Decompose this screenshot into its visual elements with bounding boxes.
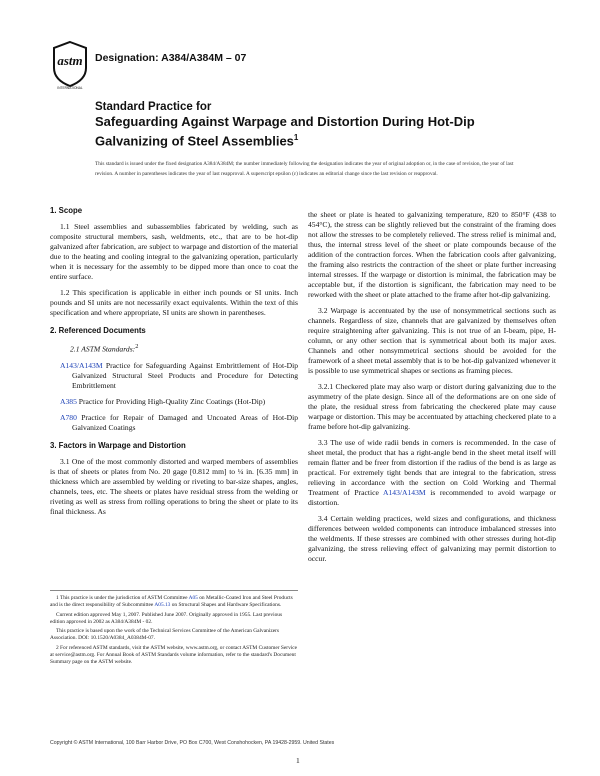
footnote-2: 2 For referenced ASTM standards, visit the ASTM website, www.astm.org, or contact ASTM Customer Service at service@astm.org. For Annual Book of ASTM Standards volume information, refer to the standard's Document Summary page on the ASTM website. xyxy=(50,644,298,666)
section-heading-factors: 3. Factors in Warpage and Distortion xyxy=(50,440,186,450)
para-2-1: 2.1 ASTM Standards:$^2$ xyxy=(70,343,139,354)
ref-a385: A385 Practice for Providing High-Quality Zinc Coatings (Hot-Dip) xyxy=(60,396,266,406)
para-1-1: 1.1 Steel assemblies and subassemblies fabricated by welding, such as composite structural members, sash, weldments, etc., that are to be hot-dip galvanized after fabrication, are subject to warpage and distortion of the material due to the heating and cooling integral to the galvanizing operation, particularly when it is necessary for the assembly to be dipped more than once to coat the entire surface. xyxy=(50,222,298,281)
designation: Designation: A384/A384M – 07 xyxy=(95,52,247,64)
ref-a143: A143/A143M Practice for Safeguarding Against Embrittlement of Hot-Dip Galvanized Structural Steel Products and Procedure for Detecting Embrittlement xyxy=(60,360,298,390)
title-line1: Standard Practice for xyxy=(95,101,212,113)
para-3-4: 3.4 Certain welding practices, weld sizes and configurations, and thickness differences between welded components can introduce imbalanced stresses into the weldments. If these stresses are combined with other stresses during hot-dip galvanizing, the stress relieving effect of galvanizing may permit distortion to occur. xyxy=(308,514,556,563)
section-heading-references: 2. Referenced Documents xyxy=(50,326,146,335)
ref-link-a385[interactable]: A385 xyxy=(60,396,77,406)
left-column xyxy=(50,206,298,523)
para-3-1-continued: the sheet or plate is heated to galvanizing temperature, 820 to 850°F (438 to 454°C), the stress can be slightly relieved but the constraint of the framing does not allow the stresses to be completely relieved. The stress relief is minimal and, thus, the internal stress level of the sheet or plate compounds because of the addition of the contraction forces. When the fabrication cools after galvanizing, the framing also restricts the contraction of the sheet or plate further increasing internal stresses. If the warpage or distortion is minimal, the fabrication may be acceptable but, if the distortion is significant, the fabrication may need to be reworked with the sheet or plate attached to the frame after hot-dip galvanizing. xyxy=(308,210,556,299)
footnote-link-a05[interactable]: A05 xyxy=(188,595,198,601)
para-3-2-1: 3.2.1 Checkered plate may also warp or distort during galvanizing due to the asymmetry of the plate design. Since all of the deformations are on one side of the plate, the residual stress from fabricating the checkered plate may cause warpage or distortion. This may be accentuated by attaching checkered plate to a frame before hot-dip galvanizing. xyxy=(308,382,556,431)
footnotes xyxy=(50,590,298,669)
title-block xyxy=(95,101,525,148)
section-heading-scope: 1. Scope xyxy=(50,206,83,215)
para-3-3: 3.3 The use of wide radii bends in corners is recommended. In the case of sheet metal, the product that has a right-angle bend in the sheet metal itself will remain flatter and be freer from distortion if the radius of the bend is as large as practical. For extremely tight bends that are integral to the fabrication, stress relieving in accordance with the section on Cold Working and Thermal Treatment of Practice A143/A143M is recommended to avoid warpage or distortion. xyxy=(308,438,556,507)
footnote-link-a0513[interactable]: A05.13 xyxy=(154,602,171,609)
right-column xyxy=(308,210,556,570)
astm-logo xyxy=(50,40,90,90)
document-title xyxy=(95,114,525,148)
svg-text:astm: astm xyxy=(57,53,83,68)
footnote-1c: This practice is based upon the work of the Technical Services Committee of the American Galvanizers Association. DOI: 10.1520/A0384_A0384M-07. xyxy=(50,628,280,642)
copyright: Copyright © ASTM International, 100 Barr Harbor Drive, PO Box C700, West Conshohocken, PA 19428-2959. United States xyxy=(50,740,335,746)
svg-text:INTERNATIONAL: INTERNATIONAL xyxy=(57,86,83,90)
para-3-1: 3.1 One of the most commonly distorted and warped members of assemblies is that of sheets or plates from No. 20 gage [0.812 mm] to ¼ in. [6.35 mm] in thickness which are assembled by welding or riveting to bar-size shapes, angles, channels, tees, etc. The sheets or plates have residual stress from the welding or riveting as well as stress from rolling operations to bring the sheet or plate to its final thickness. As xyxy=(50,456,298,516)
footnote-1b: Current edition approved May 1, 2007. Published June 2007. Originally approved in 1955. Last previous edition approved in 2002 as A384/A384M - 02. xyxy=(50,611,283,625)
ref-link-a143-inline[interactable]: A143/A143M xyxy=(383,488,426,497)
standard-note: This standard is issued under the fixed designation A384/A384M; the number immediately following the designation indicates the year of original adoption or, in the case of revision, the year of last revision. A number in parentheses indicates the year of last reapproval. A superscript epsilon (ε) indicates an editorial change since the last revision or reapproval. xyxy=(95,161,514,177)
ref-link-a143[interactable]: A143/A143M xyxy=(60,360,103,370)
ref-a780: A780 Practice for Repair of Damaged and Uncoated Areas of Hot-Dip Galvanized Coatings xyxy=(60,412,298,432)
ref-link-a780[interactable]: A780 xyxy=(60,412,77,422)
title-footnote-mark: 1 xyxy=(293,132,299,142)
title-text: Safeguarding Against Warpage and Distortion During Hot-Dip Galvanizing of Steel Assemblies xyxy=(95,114,475,148)
page-number: 1 xyxy=(296,756,300,765)
footnote-1: 1 This practice is under the jurisdiction of ASTM Committee A05 on Metallic-Coated Iron and Steel Products and is the direct responsibility of Subcommittee A05.13 on Structural Shapes and Hardware Specifications. xyxy=(50,595,293,609)
para-3-2: 3.2 Warpage is accentuated by the use of nonsymmetrical sections such as channels. Regardless of size, channels that are galvanized by themselves often require straightening after galvanizing. This is not true of an I-beam, pipe, H-column, or any other section that is symmetrical about both its major axes. Channels and other nonsymmetrical sections should be avoided for the framework of a sheet metal assembly that is to be hot-dip galvanized whenever it is possible to use symmetrical shapes or sections as framing pieces. xyxy=(308,306,556,375)
para-1-2: 1.2 This specification is applicable in either inch pounds or SI units. Inch pounds and SI units are not necessarily exact equivalents. Within the text of this specification and where appropriate, SI units are shown in parentheses. xyxy=(50,288,298,317)
